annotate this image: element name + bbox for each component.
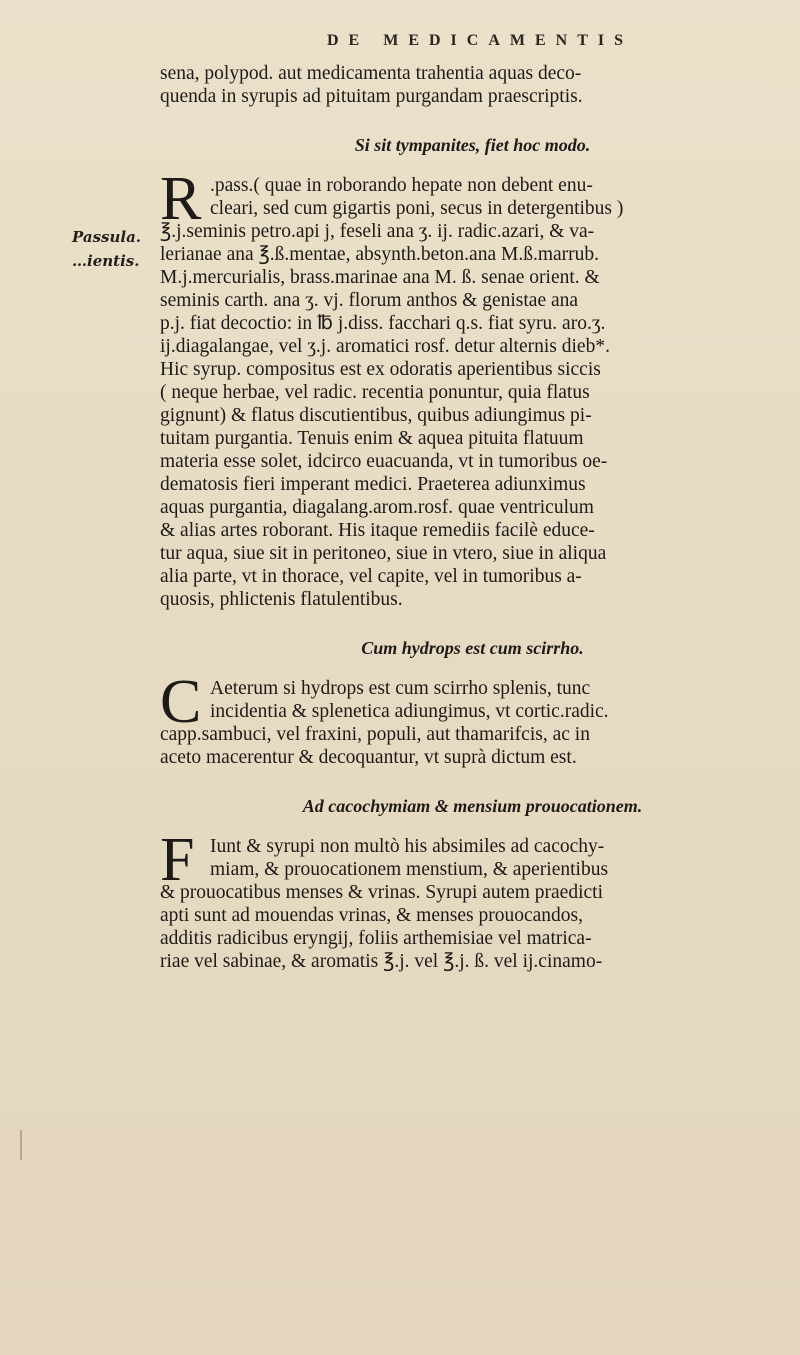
page-edge-mark	[20, 1130, 22, 1160]
margin-note-1: Passula.	[72, 228, 142, 246]
text-line: tuitam purgantia. Tenuis enim & aquea pituita flatuum	[160, 428, 584, 449]
text-line: M.j.mercurialis, brass.marinae ana M. ß. senae orient. &	[160, 267, 600, 288]
paragraph-cacochymia	[160, 826, 785, 973]
text-line: p.j. fiat decoctio: in ℔ j.diss. facchari q.s. fiat syru. aro.ʒ.	[160, 313, 606, 334]
section-heading-hydrops: Cum hydrops est cum scirrho.	[361, 638, 584, 658]
text-line: incidentia & splenetica adiungimus, vt cortic.radic.	[210, 701, 609, 722]
text-line: Iunt & syrupi non multò his absimiles ad cacochy-	[210, 836, 605, 857]
paragraph-hydrops	[160, 668, 785, 769]
text-line: ℥.j.seminis petro.api j, feseli ana ʒ. ij. radic.azari, & va-	[160, 221, 595, 242]
text-line: aceto macerentur & decoquantur, vt suprà dictum est.	[160, 747, 577, 768]
margin-note-2: …ientis.	[72, 252, 140, 270]
text-line: materia esse solet, idcirco euacuanda, vt in tumoribus oe-	[160, 451, 608, 472]
drop-cap-r: R	[160, 165, 202, 233]
text-line: quosis, phlictenis flatulentibus.	[160, 589, 403, 610]
text-line: lerianae ana ℥.ß.mentae, absynth.beton.ana M.ß.marrub.	[160, 244, 600, 265]
text-line: & alias artes roborant. His itaque remediis facilè educe-	[160, 520, 595, 541]
text-line: tur aqua, siue sit in peritoneo, siue in vtero, siue in aliqua	[160, 543, 607, 564]
text-line: additis radicibus eryngij, foliis arthemisiae vel matrica-	[160, 928, 592, 949]
section-heading-tympanites: Si sit tympanites, fiet hoc modo.	[354, 135, 591, 155]
text-line: alia parte, vt in thorace, vel capite, vel in tumoribus a-	[160, 566, 582, 587]
drop-cap-c: C	[160, 668, 202, 736]
text-line: Aeterum si hydrops est cum scirrho splenis, tunc	[210, 678, 591, 699]
text-line: quenda in syrupis ad pituitam purgandam praescriptis.	[160, 86, 583, 107]
text-line: apti sunt ad mouendas vrinas, & menses prouocandos,	[160, 905, 583, 926]
text-line: dematosis fieri imperant medici. Praeterea adiunximus	[160, 474, 586, 495]
text-line: .pass.( quae in roborando hepate non debent enu-	[210, 175, 593, 196]
text-line: Hic syrup. compositus est ex odoratis aperientibus siccis	[160, 359, 601, 380]
text-line: & prouocatibus menses & vrinas. Syrupi autem praedicti	[160, 882, 603, 903]
text-line: cleari, sed cum gigartis poni, secus in detergentibus )	[210, 198, 624, 219]
text-line: ( neque herbae, vel radic. recentia ponuntur, quia flatus	[160, 382, 590, 403]
text-line: aquas purgantia, diagalang.arom.rosf. quae ventriculum	[160, 497, 594, 518]
running-head: DE MEDICAMENTIS	[326, 32, 633, 49]
main-text	[160, 62, 785, 973]
text-line: gignunt) & flatus discutientibus, quibus adiungimus pi-	[160, 405, 592, 426]
text-line: sena, polypod. aut medicamenta trahentia aquas deco-	[160, 63, 582, 84]
text-line: capp.sambuci, vel fraxini, populi, aut thamarifcis, ac in	[160, 724, 590, 745]
text-line: riae vel sabinae, & aromatis ℥.j. vel ℥.j. ß. vel ij.cinamo-	[160, 951, 603, 972]
section-heading-cacochymia: Ad cacochymiam & mensium prouocationem.	[302, 796, 643, 816]
text-line: miam, & prouocationem menstium, & aperientibus	[210, 859, 609, 880]
opening-paragraph	[160, 62, 785, 108]
paragraph-tympanites	[160, 165, 785, 611]
text-line: seminis carth. ana ʒ. vj. florum anthos & genistae ana	[160, 290, 579, 311]
text-line: ij.diagalangae, vel ʒ.j. aromatici rosf. detur alternis dieb*.	[160, 336, 610, 357]
drop-cap-f: F	[160, 826, 195, 894]
